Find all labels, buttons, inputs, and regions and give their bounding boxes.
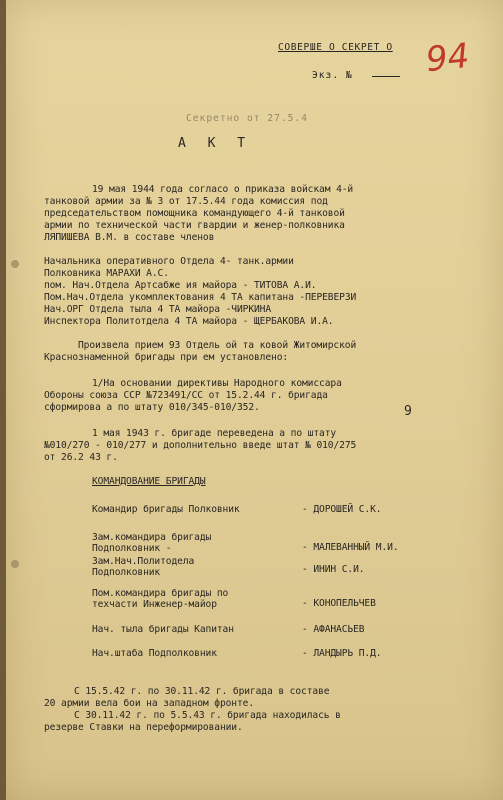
history-line: С 15.5.42 г. по 30.11.42 г. бригада в составе <box>74 686 330 697</box>
member-line: Нач.ОРГ Отдела тыла 4 ТА майора -ЧИРКИНА <box>44 304 272 315</box>
member-line: Полковника МАРАХИ А.С. <box>44 268 169 279</box>
clause-2-line: от 26.2 43 г. <box>44 452 118 463</box>
punch-hole <box>11 260 19 268</box>
command-name: - ДОРОШЕЙ С.К. <box>302 504 382 515</box>
margin-mark: 9 <box>404 404 412 419</box>
command-name: - КОНОПЕЛЬЧЕВ <box>302 598 376 609</box>
member-line: пом. Нач.Отдела Артсабже ия майора - ТИТОВА А.И. <box>44 280 317 291</box>
history-line: 20 армии вела бои на западном фронте. <box>44 698 255 709</box>
faint-bleedthrough-line: Секретно от 27.5.4 <box>186 113 308 124</box>
command-name: - АФАНАСЬЕВ <box>302 624 365 635</box>
command-role: Нач. тыла бригады Капитан <box>92 624 234 635</box>
clause-2-line: 1 мая 1943 г. бригаде переведена а по штату <box>92 428 337 439</box>
secrecy-stamp: СОВЕРШЕ О СЕКРЕТ О <box>278 42 393 53</box>
command-role: Зам.командира бригады Подполковник - <box>92 532 212 554</box>
intro-line: армии по технической части гвардии и женер-полковника <box>44 220 345 231</box>
intro-line: председательством помощника командующего 4-й танковой <box>44 208 345 219</box>
command-name: - МАЛЕВАННЫЙ М.И. <box>302 542 399 553</box>
intro-line: 19 мая 1944 года согласо о приказа войскам 4-й <box>92 184 354 195</box>
copy-number-label: Экз. № <box>312 70 353 81</box>
member-line: Начальника оперативного Отдела 4- танк.армии <box>44 256 294 267</box>
member-line: Пом.Нач.Отдела укомплектования 4 ТА капитана -ПЕРЕВЕРЗИ <box>44 292 357 303</box>
member-line: Инспектора Политотдела 4 ТА майора - ЩЕРБАКОВА И.А. <box>44 316 334 327</box>
intro-line: ЛЯПИШЕВА В.М. в составе членов <box>44 232 215 243</box>
clause-2-line: №010/270 - 010/277 и дополнительно введе штат № 010/275 <box>44 440 357 451</box>
clause-1-line: 1/На основании директивы Народного комиссара <box>92 378 342 389</box>
intro-line: танковой армии за № 3 от 17.5.44 года комиссия под <box>44 196 328 207</box>
reception-line: Краснознаменной бригады при ем установлено: <box>44 352 289 363</box>
document-sheet <box>6 0 503 800</box>
punch-hole <box>11 560 19 568</box>
command-role: Зам.Нач.Политодела Подполковник <box>92 556 195 578</box>
command-heading: КОМАНДОВАНИЕ БРИГАДЫ <box>92 476 206 487</box>
command-role: Пом.командира бригады по техчасти Инженер-майор <box>92 588 229 610</box>
command-role: Нач.штаба Подполковник <box>92 648 217 659</box>
command-name: - ЛАНДЫРЬ П.Д. <box>302 648 382 659</box>
reception-line: Произвела прием 93 Отдель ой та ковой Житомирской <box>78 340 357 351</box>
copy-number-line <box>372 76 400 77</box>
command-name: - ИНИН С.И. <box>302 564 365 575</box>
history-line: С 30.11.42 г. по 5.5.43 г. бригада находилась в <box>74 710 341 721</box>
command-role: Командир бригады Полковник <box>92 504 240 515</box>
history-line: резерве Ставки на переформировании. <box>44 722 243 733</box>
document-title: А К Т <box>178 136 253 151</box>
clause-1-line: Обороны союза ССР №723491/СС от 15.2.44 г. бригада <box>44 390 328 401</box>
page-number-handwritten: 94 <box>424 35 472 81</box>
clause-1-line: сформирова а по штату 010/345-010/352. <box>44 402 260 413</box>
